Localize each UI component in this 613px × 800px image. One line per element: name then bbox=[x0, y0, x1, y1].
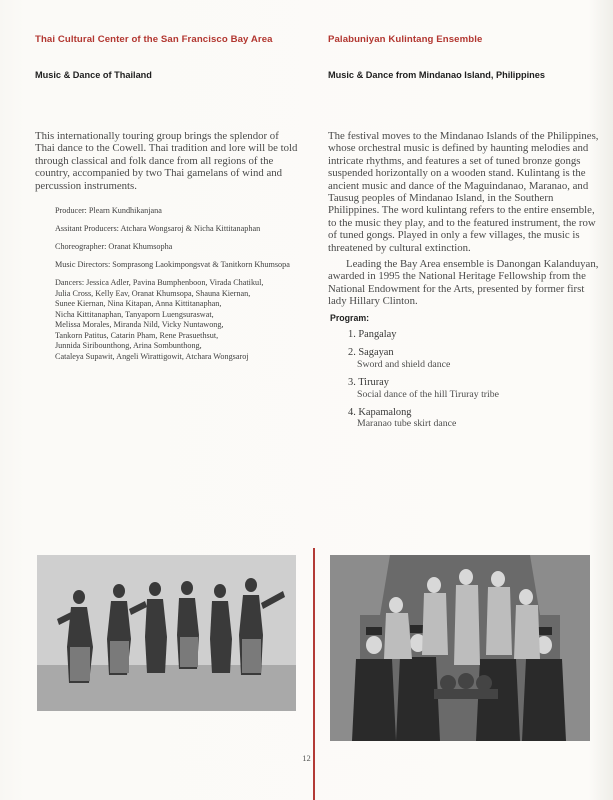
kulintang-ensemble-illustration bbox=[330, 555, 590, 741]
program-item-description: Maranao tube skirt dance bbox=[357, 418, 457, 430]
paragraph-line: to the music they play, and to the featured instrument, the row bbox=[328, 216, 596, 229]
right-subtitle: Music & Dance from Mindanao Island, Philippines bbox=[328, 70, 545, 80]
program-item-name: 2. Sagayan bbox=[348, 347, 394, 359]
paragraph-line: percussion instruments. bbox=[35, 179, 137, 192]
paragraph-line: threatened by cultural extinction. bbox=[328, 241, 471, 254]
thai-dancers-illustration bbox=[37, 555, 296, 711]
paragraph-line: through classical and folk dance from all regions of the bbox=[35, 154, 274, 167]
program-item-name: 1. Pangalay bbox=[348, 329, 397, 340]
paragraph-line: Leading the Bay Area ensemble is Danongan Kalanduyan, bbox=[346, 258, 599, 270]
paragraph-line: country, accompanied by two Thai gamelans of wind and bbox=[35, 167, 283, 180]
right-intro-paragraph bbox=[328, 130, 600, 254]
program-item-description: Sword and shield dance bbox=[357, 358, 451, 370]
producer-credit: Producer: Plearn Kundhikanjana bbox=[55, 206, 162, 215]
program-item bbox=[348, 407, 588, 430]
program-item bbox=[348, 329, 588, 340]
right-org-title: Palabuniyan Kulintang Ensemble bbox=[328, 34, 483, 45]
right-second-paragraph bbox=[328, 258, 600, 308]
credits-list bbox=[55, 206, 305, 370]
left-subtitle: Music & Dance of Thailand bbox=[35, 70, 152, 80]
paragraph-line: intricate rhythms, and features a set of tuned bronze gongs bbox=[328, 154, 581, 167]
music-directors-credit: Music Directors: Somprasong Laokimpongsvat & Tanitkorn Khumsopa bbox=[55, 260, 290, 269]
paragraph-line: Philippines. The word kulintang refers to the entire ensemble, bbox=[328, 204, 595, 217]
program-list bbox=[348, 329, 588, 437]
paragraph-line: suspended horizontally on a wooden stand. Kulintang is the bbox=[328, 167, 586, 180]
paragraph-line: ancient music and dance of the Maguindanao, Maranao, and bbox=[328, 179, 589, 192]
program-item-name: 3. Tiruray bbox=[348, 377, 389, 389]
paragraph-line: awarded in 1995 the National Heritage Fellowship from the bbox=[328, 270, 586, 283]
choreographer-credit: Choreographer: Oranat Khumsopha bbox=[55, 242, 173, 251]
program-item-name: 4. Kapamalong bbox=[348, 407, 412, 419]
thai-dancers-photo bbox=[37, 555, 296, 711]
paragraph-line: The festival moves to the Mindanao Islands of the Philippines, bbox=[328, 130, 599, 142]
paragraph-line: This internationally touring group brings the splendor of bbox=[35, 130, 279, 142]
paragraph-line: lady Hillary Clinton. bbox=[328, 295, 418, 308]
paragraph-line: National Endowment for the Arts, presented by former first bbox=[328, 282, 585, 295]
dancers-line: Julia Cross, Kelly Eav, Oranat Khumsopa, Shauna Kiernan, bbox=[55, 288, 251, 298]
kulintang-ensemble-photo bbox=[330, 555, 590, 741]
dancers-line: Cataleya Supawit, Angeli Wirattigowit, Atchara Wongsaroj bbox=[55, 351, 249, 361]
dancers-line: Melissa Morales, Miranda Nild, Vicky Nuntawong, bbox=[55, 320, 224, 329]
assistant-producers-credit: Assitant Producers: Atchara Wongsaroj & Nicha Kittitanaphan bbox=[55, 224, 261, 233]
dancers-line: Nicha Kittitanaphan, Tanyaporn Luengsuraswat, bbox=[55, 309, 214, 319]
page-number: 12 bbox=[302, 753, 311, 763]
dancers-line: Junnida Siribounthong, Arina Sombunthong, bbox=[55, 341, 202, 350]
dancers-line: Sunee Kiernan, Nina Kitapan, Anna Kittitanaphan, bbox=[55, 299, 222, 308]
paragraph-line: Tausug peoples of Mindanao Island, in the Southern bbox=[328, 192, 554, 205]
paragraph-line: Thai dance to the Cowell. Thai tradition and lore will be told bbox=[35, 142, 298, 155]
dancers-line: Tankorn Patitus, Catarin Pham, Rene Prasuethsut, bbox=[55, 330, 219, 340]
program-heading: Program: bbox=[330, 313, 370, 323]
left-org-title: Thai Cultural Center of the San Francisco Bay Area bbox=[35, 34, 273, 45]
paragraph-line: whose orchestral music is defined by haunting melodies and bbox=[328, 142, 589, 155]
program-item bbox=[348, 377, 588, 400]
dancers-credit bbox=[55, 278, 305, 362]
program-item bbox=[348, 347, 588, 370]
left-intro-paragraph bbox=[35, 130, 297, 192]
dancers-line: Dancers: Jessica Adler, Pavina Bumphenboon, Virada Chatikul, bbox=[55, 278, 264, 287]
program-item-description: Social dance of the hill Tiruray tribe bbox=[357, 388, 500, 400]
paragraph-line: of tuned gongs. Played in only a few villages, the music is bbox=[328, 229, 580, 242]
